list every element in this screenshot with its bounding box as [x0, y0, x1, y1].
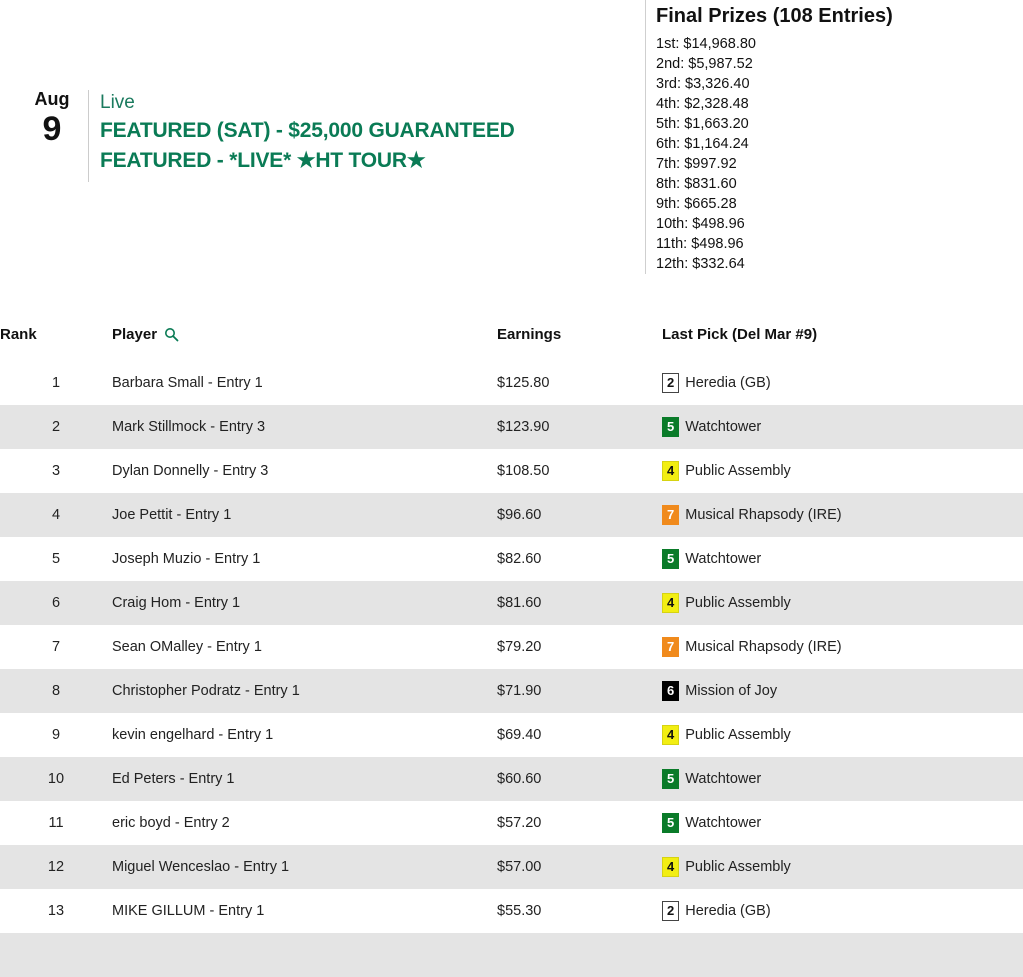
row-earnings: $108.50 [497, 463, 550, 479]
row-player[interactable]: Sean OMalley - Entry 1 [112, 639, 262, 655]
row-rank: 12 [47, 859, 65, 875]
row-last-pick [662, 757, 1023, 801]
column-header-rank[interactable]: Rank [0, 326, 37, 343]
column-header-last-pick[interactable]: Last Pick (Del Mar #9) [662, 326, 818, 343]
row-last-pick [662, 361, 1023, 405]
saddle-cloth-number: 7 [662, 637, 679, 657]
row-last-pick [662, 889, 1023, 933]
saddle-cloth-number: 5 [662, 417, 679, 437]
horse-name: Musical Rhapsody (IRE) [685, 507, 842, 523]
horse-name: Mission of Joy [685, 683, 778, 699]
row-rank: 1 [51, 375, 61, 391]
final-prizes-panel [645, 0, 1005, 274]
row-player[interactable]: Miguel Wenceslao - Entry 1 [112, 859, 290, 875]
horse-name: Musical Rhapsody (IRE) [685, 639, 842, 655]
saddle-cloth-number: 2 [662, 901, 679, 921]
table-row[interactable] [0, 713, 1023, 757]
saddle-cloth-number: 5 [662, 769, 679, 789]
leaderboard-header-row [0, 320, 1023, 361]
row-last-pick [662, 581, 1023, 625]
prize-row: 9th: $665.28 [656, 196, 737, 212]
leaderboard-body [0, 361, 1023, 977]
header-divider [88, 90, 89, 182]
prize-row: 6th: $1,164.24 [656, 136, 749, 152]
row-rank [0, 933, 112, 977]
row-player[interactable]: Joe Pettit - Entry 1 [112, 507, 232, 523]
row-player [112, 933, 497, 977]
table-row[interactable] [0, 581, 1023, 625]
row-player[interactable]: eric boyd - Entry 2 [112, 815, 230, 831]
event-date-month: Aug [34, 89, 70, 109]
row-earnings: $55.30 [497, 903, 542, 919]
leaderboard-section [0, 320, 1023, 977]
event-status: Live [100, 92, 135, 113]
prize-row: 4th: $2,328.48 [656, 96, 749, 112]
horse-name: Public Assembly [685, 727, 791, 743]
contest-header [0, 0, 1023, 290]
column-header-player[interactable] [112, 320, 497, 361]
row-last-pick [662, 845, 1023, 889]
row-rank: 4 [51, 507, 61, 523]
row-player[interactable]: MIKE GILLUM - Entry 1 [112, 903, 265, 919]
prize-row: 3rd: $3,326.40 [656, 76, 750, 92]
row-rank: 2 [51, 419, 61, 435]
table-row[interactable] [0, 361, 1023, 405]
table-row[interactable] [0, 669, 1023, 713]
row-last-pick [662, 537, 1023, 581]
row-last-pick [662, 933, 1023, 977]
row-earnings: $71.90 [497, 683, 542, 699]
horse-name: Public Assembly [685, 463, 791, 479]
row-last-pick [662, 801, 1023, 845]
saddle-cloth-number: 5 [662, 813, 679, 833]
event-title-line-2: FEATURED - *LIVE* ★HT TOUR★ [100, 149, 426, 172]
horse-name: Heredia (GB) [685, 375, 771, 391]
row-player[interactable]: Christopher Podratz - Entry 1 [112, 683, 300, 699]
row-earnings: $125.80 [497, 375, 550, 391]
prize-row: 8th: $831.60 [656, 176, 737, 192]
row-last-pick [662, 669, 1023, 713]
table-row[interactable] [0, 449, 1023, 493]
row-player[interactable]: Dylan Donnelly - Entry 3 [112, 463, 269, 479]
horse-name: Watchtower [685, 551, 762, 567]
saddle-cloth-number: 7 [662, 505, 679, 525]
prize-row: 11th: $498.96 [656, 236, 744, 252]
saddle-cloth-number: 4 [662, 461, 679, 481]
table-row[interactable] [0, 537, 1023, 581]
saddle-cloth-number: 2 [662, 373, 679, 393]
row-earnings: $79.20 [497, 639, 542, 655]
event-title-line-1: FEATURED (SAT) - $25,000 GUARANTEED [100, 119, 515, 142]
saddle-cloth-number: 5 [662, 549, 679, 569]
row-player[interactable]: Ed Peters - Entry 1 [112, 771, 235, 787]
row-player[interactable]: Barbara Small - Entry 1 [112, 375, 263, 391]
table-row[interactable] [0, 493, 1023, 537]
row-rank: 3 [51, 463, 61, 479]
row-rank: 7 [51, 639, 61, 655]
row-rank: 5 [51, 551, 61, 567]
row-rank: 11 [48, 815, 64, 831]
row-earnings: $123.90 [497, 419, 550, 435]
prize-row: 7th: $997.92 [656, 156, 737, 172]
table-row[interactable] [0, 845, 1023, 889]
horse-name: Watchtower [685, 815, 762, 831]
horse-name: Public Assembly [685, 859, 791, 875]
prize-row: 5th: $1,663.20 [656, 116, 749, 132]
row-last-pick [662, 713, 1023, 757]
row-rank: 13 [47, 903, 65, 919]
event-date-day: 9 [42, 110, 62, 148]
saddle-cloth-number: 4 [662, 725, 679, 745]
horse-name: Watchtower [685, 771, 762, 787]
row-player[interactable]: kevin engelhard - Entry 1 [112, 727, 274, 743]
table-row[interactable] [0, 889, 1023, 933]
column-header-player-label: Player [112, 326, 158, 343]
saddle-cloth-number: 4 [662, 857, 679, 877]
search-icon[interactable] [164, 327, 179, 342]
row-earnings: $57.00 [497, 859, 542, 875]
table-row[interactable] [0, 625, 1023, 669]
prize-row: 10th: $498.96 [656, 216, 745, 232]
row-last-pick [662, 405, 1023, 449]
final-prizes-title: Final Prizes (108 Entries) [656, 5, 893, 27]
column-header-earnings[interactable]: Earnings [497, 326, 562, 343]
prize-row: 1st: $14,968.80 [656, 36, 756, 52]
event-date [24, 88, 80, 148]
row-earnings [497, 933, 662, 977]
horse-name: Public Assembly [685, 595, 791, 611]
row-last-pick [662, 625, 1023, 669]
row-player[interactable]: Joseph Muzio - Entry 1 [112, 551, 261, 567]
prize-row: 12th: $332.64 [656, 256, 745, 272]
row-earnings: $69.40 [497, 727, 542, 743]
event-info [100, 90, 620, 176]
row-earnings: $57.20 [497, 815, 542, 831]
horse-name: Watchtower [685, 419, 762, 435]
saddle-cloth-number: 4 [662, 593, 679, 613]
row-rank: 10 [47, 771, 65, 787]
prize-row: 2nd: $5,987.52 [656, 56, 753, 72]
row-rank: 9 [51, 727, 61, 743]
row-earnings: $60.60 [497, 771, 542, 787]
row-last-pick [662, 449, 1023, 493]
row-earnings: $96.60 [497, 507, 542, 523]
table-row[interactable] [0, 801, 1023, 845]
table-row[interactable] [0, 405, 1023, 449]
table-row[interactable] [0, 757, 1023, 801]
leaderboard-table [0, 320, 1023, 977]
horse-name: Heredia (GB) [685, 903, 771, 919]
row-last-pick [662, 493, 1023, 537]
row-earnings: $81.60 [497, 595, 542, 611]
row-player[interactable]: Craig Hom - Entry 1 [112, 595, 241, 611]
row-player[interactable]: Mark Stillmock - Entry 3 [112, 419, 266, 435]
row-earnings: $82.60 [497, 551, 542, 567]
row-rank: 6 [51, 595, 61, 611]
table-row-partial[interactable] [0, 933, 1023, 977]
saddle-cloth-number: 6 [662, 681, 679, 701]
row-rank: 8 [51, 683, 61, 699]
